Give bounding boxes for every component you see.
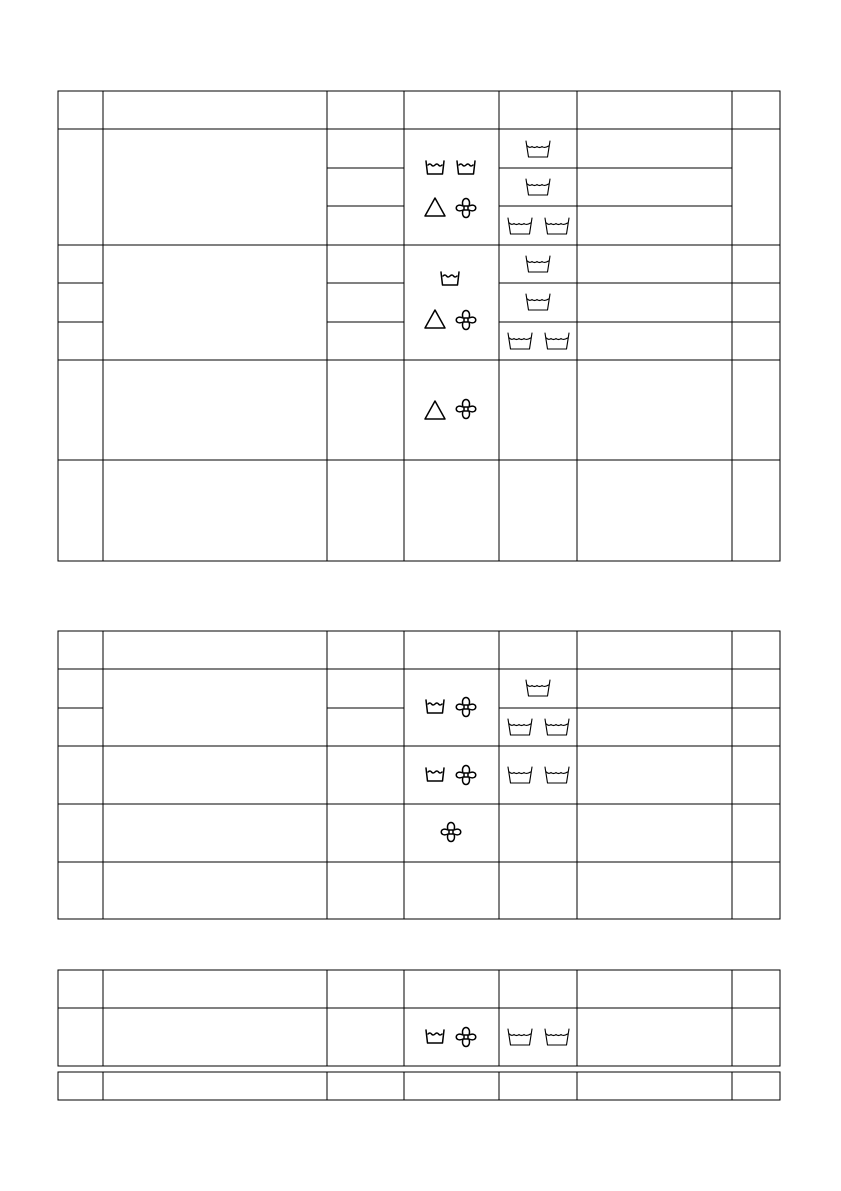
water-wave-tub-icon	[508, 333, 532, 349]
table-1	[58, 91, 780, 561]
water-wave-tub-icon	[545, 218, 569, 234]
water-wave-tub-icon	[508, 719, 532, 735]
prewash-tub-icon	[426, 161, 444, 174]
prewash-tub-icon	[426, 700, 444, 713]
bleach-triangle-icon	[425, 310, 445, 328]
fabric-softener-flower-icon	[456, 1028, 476, 1047]
table-3-border	[58, 970, 780, 1066]
water-wave-tub-icon	[508, 1029, 532, 1045]
table-3	[58, 970, 780, 1066]
prewash-tub-icon	[457, 161, 475, 174]
water-wave-tub-icon	[526, 256, 550, 272]
water-wave-tub-icon	[545, 1029, 569, 1045]
fabric-softener-flower-icon	[456, 400, 476, 419]
fabric-softener-flower-icon	[456, 311, 476, 330]
table-1-border	[58, 91, 780, 561]
fabric-softener-flower-icon	[456, 199, 476, 218]
table-4	[58, 1072, 780, 1100]
water-wave-tub-icon	[526, 141, 550, 157]
table-2	[58, 631, 780, 919]
water-wave-tub-icon	[545, 767, 569, 783]
table-2-border	[58, 631, 780, 919]
water-wave-tub-icon	[545, 719, 569, 735]
bleach-triangle-icon	[425, 401, 445, 419]
water-wave-tub-icon	[526, 294, 550, 310]
water-wave-tub-icon	[508, 767, 532, 783]
prewash-tub-icon	[441, 272, 459, 285]
bleach-triangle-icon	[425, 198, 445, 216]
fabric-softener-flower-icon	[456, 698, 476, 717]
water-wave-tub-icon	[545, 333, 569, 349]
table-4-border	[58, 1072, 780, 1100]
fabric-softener-flower-icon	[456, 766, 476, 785]
fabric-softener-flower-icon	[441, 823, 461, 842]
prewash-tub-icon	[426, 1030, 444, 1043]
water-wave-tub-icon	[526, 179, 550, 195]
water-wave-tub-icon	[526, 680, 550, 696]
prewash-tub-icon	[426, 768, 444, 781]
water-wave-tub-icon	[508, 218, 532, 234]
